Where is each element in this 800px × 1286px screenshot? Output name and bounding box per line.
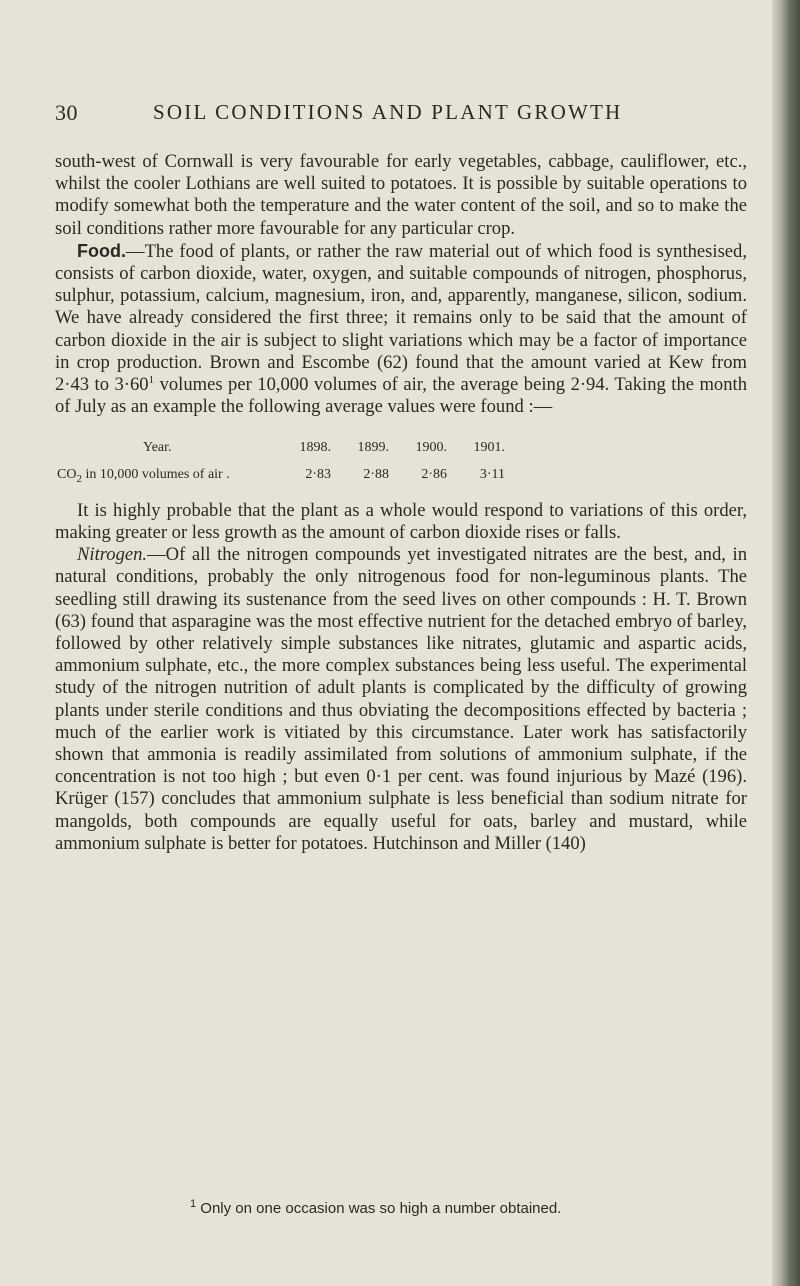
nitrogen-text: —Of all the nitrogen compounds yet investigated nitrates are the best, and, in natural conditions, probably the only nitrogenous food for non-leguminous plants. The seedling still drawing its sustenance from the seed lives on other compounds : H. T. Brown (63) found that asparagine was the most effective nutrient for the detached embryo of barley, followed by other relatively simple substances like nitrates, glutamic and aspartic acids, ammonium sulphate, etc., the more complex substances being less useful. The experimental study of the nitrogen nutrition of adult plants is complicated by the difficulty of growing plants under sterile conditions and thus obviating the decompositions effected by bacteria ; much of the earlier work is vitiated by this circumstance. Later work has satisfactorily shown that ammonia is readily assimilated from solutions of ammonium sulphate, if the concentration is not too high ; but even 0·1 per cent. was found injurious by Mazé (196). Krüger (157) concludes that ammonium sulphate is less beneficial than sodium nitrate for mangolds, both compounds are equally useful for oats, barley and mustard, while ammonium sulphate is better for potatoes. Hutchinson and Miller (140) [55,544,747,854]
year-cell: 1901. [473,440,505,456]
paragraph-food [55,240,747,419]
value-cell: 2·88 [363,466,389,482]
food-heading: Food. [77,240,126,261]
nitrogen-heading: Nitrogen. [77,544,148,566]
running-title: SOIL CONDITIONS AND PLANT GROWTH [153,100,623,124]
year-cell: 1898. [299,440,331,456]
value-cell: 3·11 [479,466,505,482]
table-header-row [55,435,505,461]
year-cell: 1900. [415,440,447,456]
food-text-a: —The food of plants, or rather the raw material out of which food is synthesised, consists of carbon dioxide, water, oxygen, and suitable compounds of nitrogen, phosphorus, sulphur, potassium, calcium, magnesium, iron, and, apparently, manganese, silicon, sodium. We have already considered the first three; it remains only to be said that the amount of carbon dioxide in the air is subject to slight variations which may be a factor of importance in crop production. Brown and Escombe (62) found that the amount varied at Kew from 2·43 to 3·60 [55,240,747,396]
footnote-reference: 1 [148,373,155,386]
co2-row-label: $CO_2$ in 10,000 volumes of air . [57,466,230,485]
footnote-mark: 1 [190,1198,197,1210]
footnote [190,1200,561,1217]
body-text [55,151,747,855]
co2-table [55,435,505,487]
paragraph-cornwall: south-west of Cornwall is very favourable for early vegetables, cabbage, cauliflower, etc., whilst the cooler Lothians are well suited to potatoes. It is possible by suitable operations to modify somewhat both the temperature and the water content of the soil, and so to make the soil conditions rather more favourable for any particular crop. [55,151,747,239]
page-edge-binding [772,0,800,1286]
food-text-b: volumes per 10,000 volumes of air, the average being 2·94. Taking the month of July as an example the following average values were found :— [55,374,747,418]
table-row [55,462,505,488]
value-cell: 2·83 [305,466,331,482]
year-label: Year. [143,440,172,456]
paragraph-response: It is highly probable that the plant as a whole would respond to variations of this order, making greater or less growth as the amount of carbon dioxide rises or falls. [55,499,747,544]
running-head [55,100,655,140]
paragraph-nitrogen [55,544,747,855]
value-cell: 2·86 [421,466,447,482]
page-number: 30 [55,100,78,125]
year-cell: 1899. [357,440,389,456]
footnote-text: Only on one occasion was so high a number obtained. [196,1200,562,1217]
